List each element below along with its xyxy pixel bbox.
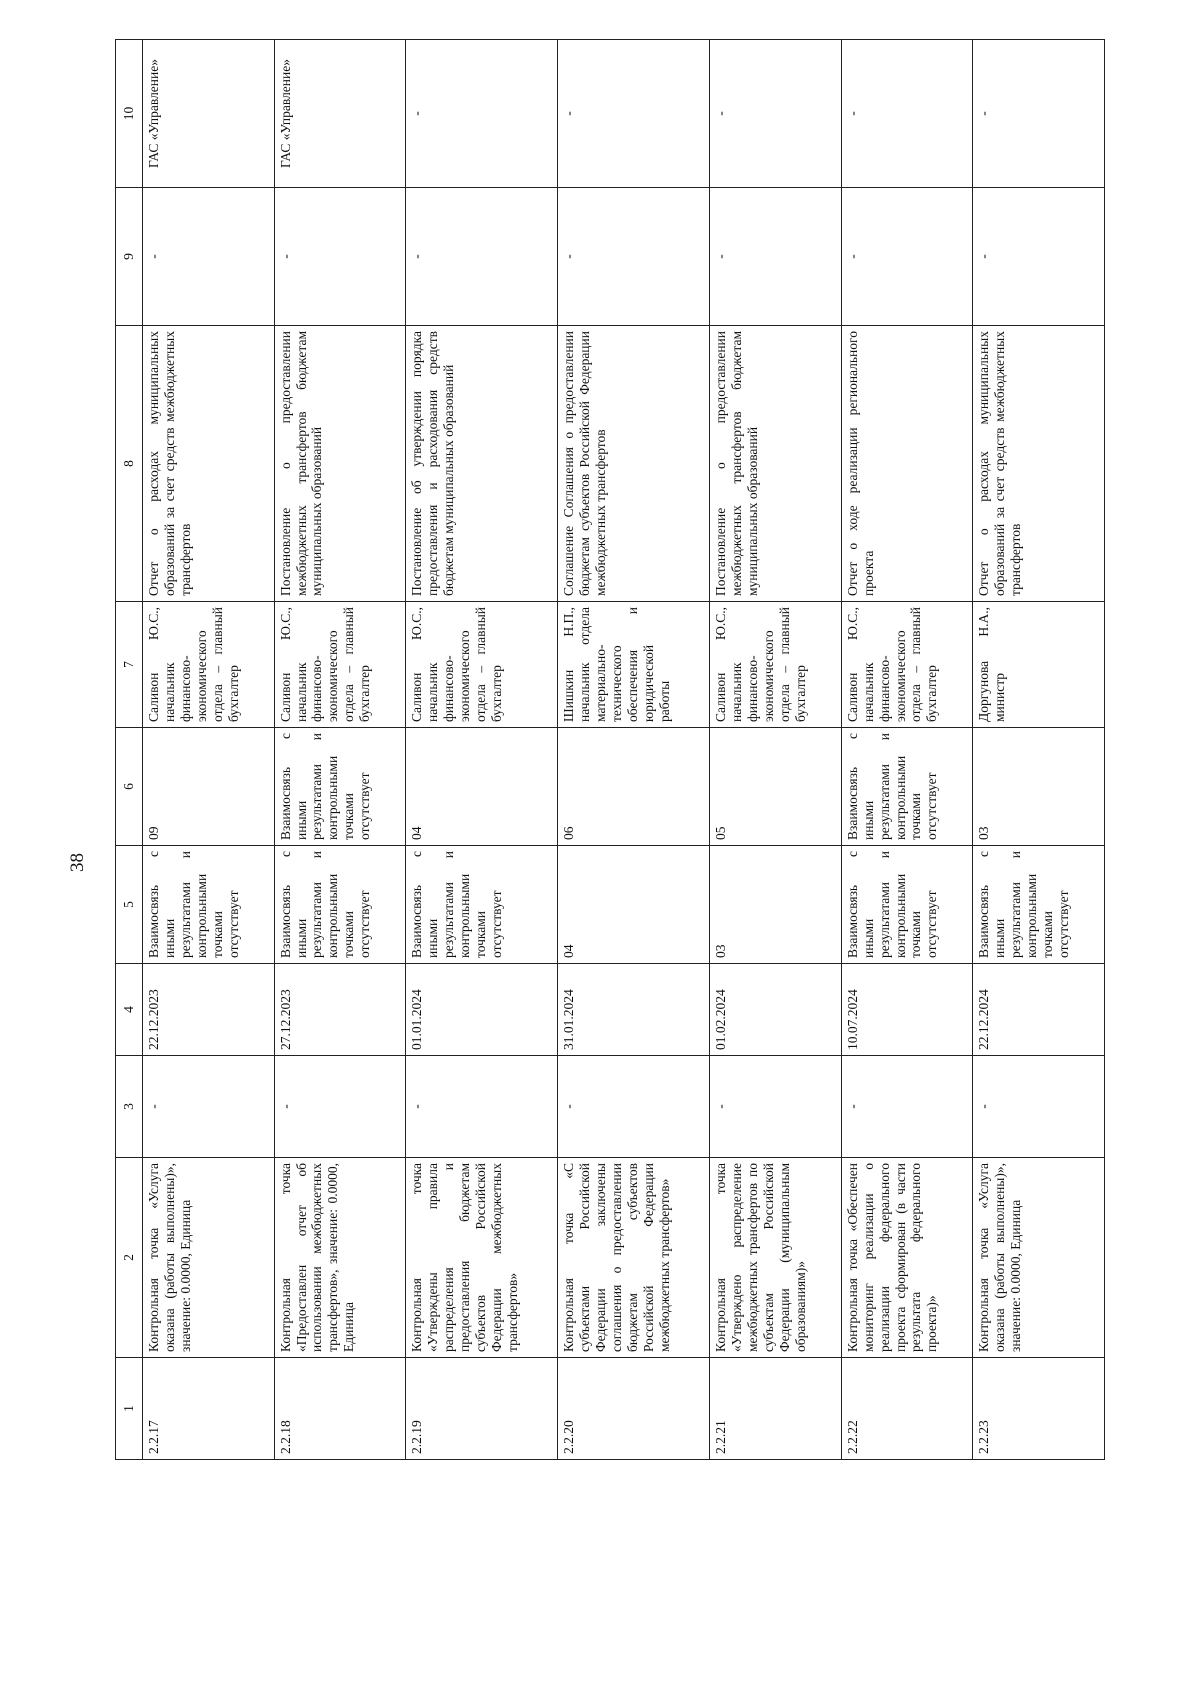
cell-date: 01.01.2024 (406, 964, 558, 1056)
cell-predecessor: Взаимосвязь с иными результатами и контрольными точками отсутствует (274, 846, 406, 964)
cell-event: Контрольная точка «Услуга оказана (работы выполнены)», значение: 0.0000, Единица (973, 1158, 1105, 1358)
table-row (274, 40, 406, 1460)
cell-number: 2.2.20 (558, 1358, 710, 1460)
header-row (116, 40, 143, 1460)
cell-successor: 05 (710, 728, 842, 846)
cell-responsible: Саливон Ю.С., начальник финансово-экономического отдела – главный бухгалтер (274, 602, 406, 728)
cell-event: Контрольная точка «Обеспечен мониторинг реализации о реализации федерального проекта сформирован (в части результата федерального проекта)» (841, 1158, 973, 1358)
cell-number: 2.2.23 (973, 1358, 1105, 1460)
table-header (116, 40, 143, 1460)
cell-system: - (406, 40, 558, 188)
cell-col3: - (841, 1056, 973, 1158)
cell-col9: - (406, 188, 558, 326)
page-number: 38 (67, 853, 88, 872)
cell-document: Постановление о предоставлении межбюджетных трансфертов бюджетам муниципальных образований (710, 326, 842, 602)
cell-date: 27.12.2023 (274, 964, 406, 1056)
cell-number: 2.2.18 (274, 1358, 406, 1460)
header-col-6: 6 (116, 728, 143, 846)
cell-successor: 04 (406, 728, 558, 846)
cell-responsible: Саливон Ю.С., начальник финансово-экономического отдела – главный бухгалтер (406, 602, 558, 728)
table-row (143, 40, 275, 1460)
cell-col3: - (143, 1056, 275, 1158)
control-points-table (115, 39, 1105, 1460)
cell-number: 2.2.19 (406, 1358, 558, 1460)
cell-date: 22.12.2023 (143, 964, 275, 1056)
cell-col3: - (558, 1056, 710, 1158)
cell-col9: - (143, 188, 275, 326)
table-row (710, 40, 842, 1460)
cell-predecessor: Взаимосвязь с иными результатами и контрольными точками отсутствует (841, 846, 973, 964)
header-col-5: 5 (116, 846, 143, 964)
header-col-2: 2 (116, 1158, 143, 1358)
cell-predecessor: Взаимосвязь с иными результатами и контрольными точками отсутствует (406, 846, 558, 964)
rotated-table-container (115, 40, 1105, 1460)
table-row (973, 40, 1105, 1460)
cell-system: - (558, 40, 710, 188)
cell-document: Отчет о расходах муниципальных образований за счет средств межбюджетных трансфертов (973, 326, 1105, 602)
cell-col3: - (406, 1056, 558, 1158)
cell-event: Контрольная точка «Утверждены правила распределения и предоставления бюджетам субъектов Российской Федерации межбюджетных трансфертов» (406, 1158, 558, 1358)
cell-event: Контрольная точка «Услуга оказана (работы выполнены)», значение: 0.0000, Единица (143, 1158, 275, 1358)
cell-system: - (710, 40, 842, 188)
cell-successor: 06 (558, 728, 710, 846)
header-col-10: 10 (116, 40, 143, 188)
cell-event: Контрольная точка «Утверждено распределение межбюджетных трансфертов по субъектам Российской Федерации (муниципальным образованиям)» (710, 1158, 842, 1358)
header-col-8: 8 (116, 326, 143, 602)
cell-date: 01.02.2024 (710, 964, 842, 1056)
cell-responsible: Саливон Ю.С., начальник финансово-экономического отдела – главный бухгалтер (710, 602, 842, 728)
table-row (558, 40, 710, 1460)
cell-date: 31.01.2024 (558, 964, 710, 1056)
header-col-1: 1 (116, 1358, 143, 1460)
cell-event: Контрольная точка «С субъектами Российской Федерации заключены соглашения о предоставлении бюджетам субъектов Российской Федерации межбюджетных трансфертов» (558, 1158, 710, 1358)
cell-responsible: Саливон Ю.С., начальник финансово-экономического отдела – главный бухгалтер (841, 602, 973, 728)
cell-col9: - (841, 188, 973, 326)
cell-date: 10.07.2024 (841, 964, 973, 1056)
cell-responsible: Доргунова Н.А., министр (973, 602, 1105, 728)
cell-system: - (841, 40, 973, 188)
cell-successor: Взаимосвязь с иными результатами и контрольными точками отсутствует (274, 728, 406, 846)
cell-col9: - (274, 188, 406, 326)
cell-system: ГАС «Управление» (143, 40, 275, 188)
cell-col9: - (710, 188, 842, 326)
cell-col9: - (973, 188, 1105, 326)
cell-event: Контрольная точка «Предоставлен отчет об использовании межбюджетных трансфертов», значение: 0.0000, Единица (274, 1158, 406, 1358)
cell-document: Отчет о ходе реализации регионального проекта (841, 326, 973, 602)
cell-col3: - (710, 1056, 842, 1158)
cell-document: Соглашение Соглашения о предоставлении бюджетам субъектов Российской Федерации межбюджетных трансфертов (558, 326, 710, 602)
cell-predecessor: 03 (710, 846, 842, 964)
table-row (841, 40, 973, 1460)
cell-col3: - (274, 1056, 406, 1158)
cell-predecessor: Взаимосвязь с иными результатами и контрольными точками отсутствует (143, 846, 275, 964)
cell-predecessor: 04 (558, 846, 710, 964)
header-col-4: 4 (116, 964, 143, 1056)
cell-predecessor: Взаимосвязь с иными результатами и контрольными точками отсутствует (973, 846, 1105, 964)
header-col-9: 9 (116, 188, 143, 326)
cell-document: Постановление об утверждении порядка предоставления и расходования средств бюджетам муниципальных образований (406, 326, 558, 602)
table-row (406, 40, 558, 1460)
cell-date: 22.12.2024 (973, 964, 1105, 1056)
cell-document: Постановление о предоставлении межбюджетных трансфертов бюджетам муниципальных образований (274, 326, 406, 602)
cell-successor: 03 (973, 728, 1105, 846)
header-col-3: 3 (116, 1056, 143, 1158)
cell-col9: - (558, 188, 710, 326)
cell-number: 2.2.17 (143, 1358, 275, 1460)
cell-document: Отчет о расходах муниципальных образований за счет средств межбюджетных трансфертов (143, 326, 275, 602)
table-body (143, 40, 1105, 1460)
header-col-7: 7 (116, 602, 143, 728)
cell-responsible: Шишкин Н.П., начальник отдела материально-технического обеспечения и юридической работы (558, 602, 710, 728)
cell-col3: - (973, 1056, 1105, 1158)
cell-successor: Взаимосвязь с иными результатами и контрольными точками отсутствует (841, 728, 973, 846)
cell-responsible: Саливон Ю.С., начальник финансово-экономического отдела – главный бухгалтер (143, 602, 275, 728)
cell-successor: 09 (143, 728, 275, 846)
cell-number: 2.2.21 (710, 1358, 842, 1460)
cell-system: ГАС «Управление» (274, 40, 406, 188)
cell-system: - (973, 40, 1105, 188)
cell-number: 2.2.22 (841, 1358, 973, 1460)
